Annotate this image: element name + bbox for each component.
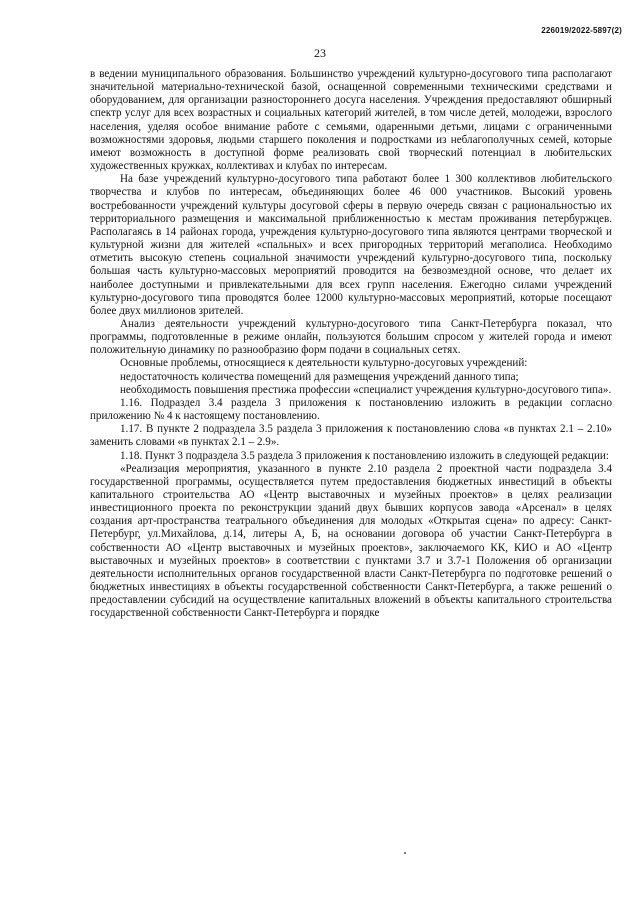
paragraph-item-1-17: 1.17. В пункте 2 подраздела 3.5 раздела 3 приложения к постановлению слова «в пунктах 2.1 – 2.10» заменить словами «в пунктах 2.1 – 2.9». [90,423,612,449]
paragraph-analysis: Анализ деятельности учреждений культурно-досугового типа Санкт-Петербурга показал, что программы, подготовленные в режиме онлайн, пользуются большим спросом у жителей города и имеют положительную динамику по разнообразию форм подачи в социальных сетях. [90,317,612,357]
document-id: 226019/2022-5897(2) [541,26,622,35]
scan-mark [404,852,406,854]
paragraph-problem-2: необходимость повышения престижа профессии «специалист учреждения культурно-досугового типа». [120,383,612,396]
paragraph-quoted-text: «Реализация мероприятия, указанного в пункте 2.10 раздела 2 проектной части подраздела 3.4 государственной программы, осуществляется путем предоставления бюджетных инвестиций в объекты капитального строительства АО «Центр выставочных и музейных проектов» в целях реализации инвестиционного проекта по реконструкции зданий двух бывших корпусов завода «Арсенал» в целях создания арт-пространства театрального объединения для молодых «Открытая сцена» по адресу: Санкт-Петербург, ул.Михайлова, д.14, литеры А, Б, на основании договора об участии Санкт-Петербурга в собственности АО «Центр выставочных и музейных проектов», заключаемого КК, КИО и АО «Центр выставочных и музейных проектов» в соответствии с пунктами 3.7 и 3.7-1 Положения об организации деятельности исполнительных органов государственной власти Санкт-Петербурга по подготовке решений о бюджетных инвестициях в объекты государственной собственности Санкт-Петербурга, а также решений о предоставлении субсидий на осуществление капитальных вложений в объекты капитального строительства государственной собственности Санкт-Петербурга и порядке [90,462,612,620]
paragraph-problems-intro: Основные проблемы, относящиеся к деятельности культурно-досуговых учреждений: [120,357,528,370]
paragraph-collectives: На базе учреждений культурно-досугового типа работают более 1 300 коллективов любительского творчества и клубов по интересам, объединяющих более 46 000 участников. Высокий уровень востребованности учреждений культуры досуговой сферы в первую очередь связан с рациональностью их территориального размещения и максимальной приближенностью к местам проживания петербуржцев. Располагаясь в 14 районах города, учреждения культурно-досугового типа являются центрами творческой и культурной жизни для жителей «спальных» и всех пригородных территорий мегаполиса. Необходимо отметить высокую степень социальной значимости учреждений культурно-досугового типа, поскольку большая часть культурно-массовых мероприятий проводится на безвозмездной основе, что делает их наиболее доступными и привлекательными для всех групп населения. Ежегодно силами учреждений культурно-досугового типа проводятся более 12000 культурно-массовых мероприятий, которые посещают более двух миллионов зрителей. [90,173,612,317]
page-number: 23 [314,46,326,60]
paragraph-item-1-18: 1.18. Пункт 3 подраздела 3.5 раздела 3 приложения к постановлению изложить в следующей редакции: [120,449,609,462]
paragraph-continuation: в ведении муниципального образования. Большинство учреждений культурно-досугового типа располагают значительной материально-технической базой, оснащенной современными техническими средствами и оборудованием, для организации разностороннего досуга населения. Учреждения предоставляют обширный спектр услуг для всех возрастных и социальных категорий жителей, в том числе детей, молодежи, взрослого населения, уделяя особое внимание работе с семьями, одаренными детьми, лицами с ограниченными возможностями здоровья, людьми старшего поколения и подростками из неблагополучных семей, которые имеют возможность в доступной форме реализовать свой творческий потенциал в любительских художественных кружках, коллективах и клубах по интересам. [90,68,612,173]
paragraph-item-1-16: 1.16. Подраздел 3.4 раздела 3 приложения к постановлению изложить в редакции согласно приложению № 4 к настоящему постановлению. [90,396,612,423]
document-body [90,68,612,621]
paragraph-problem-1: недостаточность количества помещений для размещения учреждений данного типа; [120,370,519,383]
